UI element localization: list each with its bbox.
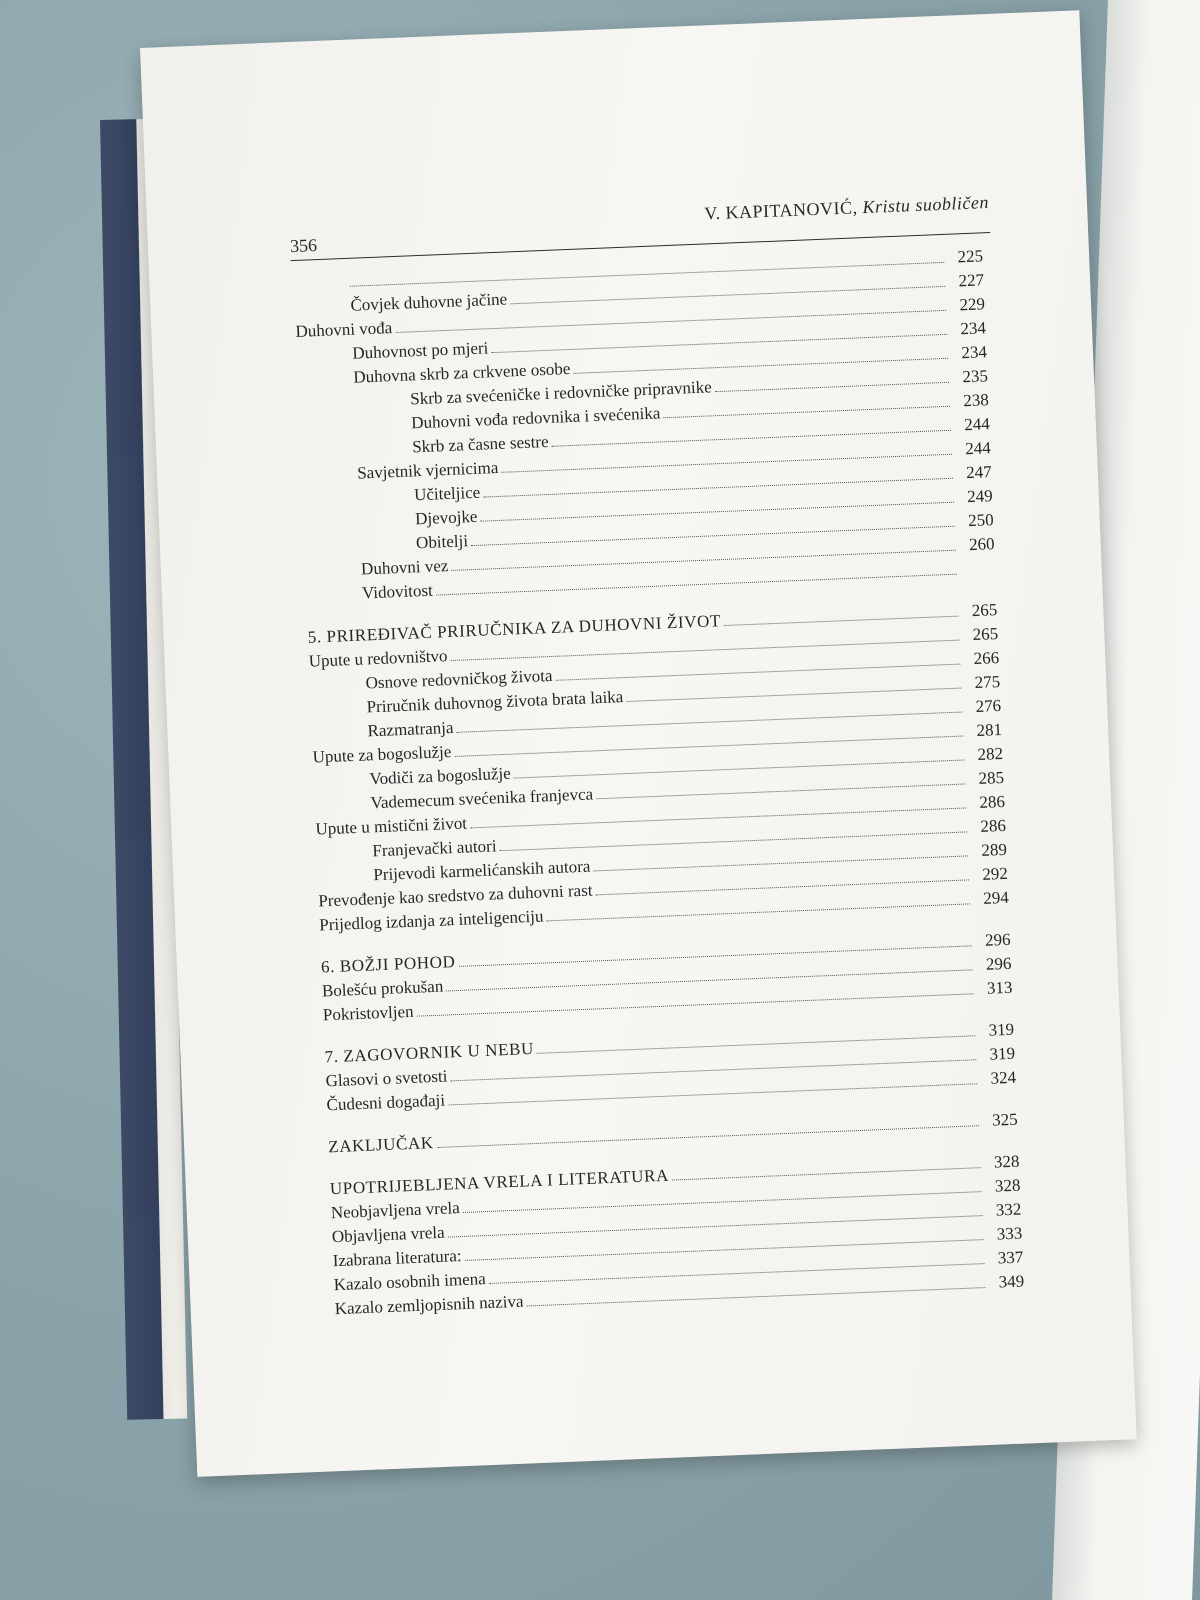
toc-entry-label: Kazalo osobnih imena	[333, 1269, 487, 1295]
toc-entry-label: Pokristovljen	[322, 1001, 414, 1025]
toc-entry-label: Upute u mistični život	[315, 813, 468, 839]
toc-entry-page: 296	[984, 929, 1011, 950]
toc-entry-page: 234	[961, 342, 988, 363]
toc-entry-page: 286	[979, 791, 1006, 812]
toc-entry-label: Upute za bogoslužje	[312, 742, 452, 767]
toc-entry-label: Vodiči za bogoslužje	[369, 763, 512, 789]
table-of-contents	[293, 246, 1025, 1323]
toc-entry-page: 333	[996, 1223, 1023, 1244]
toc-chapter-entry	[328, 1110, 1018, 1162]
toc-entry-label: Duhovni vođa	[295, 318, 393, 341]
toc-entry-page: 313	[986, 977, 1013, 998]
toc-entry-label: UPOTRIJEBLJENA VRELA I LITERATURA	[329, 1165, 670, 1199]
toc-entry-label: Razmatranja	[367, 717, 454, 741]
book-title: Kristu suobličen	[862, 192, 990, 218]
toc-entry-page: 235	[961, 366, 989, 387]
toc-entry-page: 275	[974, 672, 1001, 693]
toc-entry-label: Neobjavljena vrela	[330, 1198, 461, 1223]
toc-entry-page: 276	[975, 695, 1002, 716]
toc-entry-page: 244	[963, 414, 991, 435]
toc-entry-page: 265	[972, 624, 999, 645]
toc-entry-label: Duhovni vođa redovnika i svećenika	[410, 403, 661, 433]
toc-entry-page: 319	[989, 1043, 1016, 1064]
toc-entry-page: 296	[985, 953, 1012, 974]
toc-entry-label: Priručnik duhovnog života brata laika	[366, 687, 624, 717]
toc-entry-page: 249	[966, 486, 994, 507]
dot-leader	[664, 406, 951, 419]
toc-entry-page: 260	[968, 534, 995, 555]
toc-entry-page: 229	[959, 294, 986, 315]
toc-entry-page: 289	[980, 839, 1008, 860]
dot-leader	[715, 382, 949, 392]
toc-entry-label: Djevojke	[414, 506, 478, 529]
toc-entry-page: 244	[964, 438, 992, 459]
toc-entry-page: 337	[997, 1247, 1024, 1268]
dot-leader	[547, 903, 970, 921]
toc-entry-page: 325	[991, 1109, 1019, 1130]
toc-entry-page: 250	[967, 510, 994, 531]
running-title	[704, 192, 989, 224]
dot-leader	[527, 1287, 986, 1306]
toc-entry-page: 227	[958, 270, 985, 291]
toc-entry-page: 328	[993, 1151, 1020, 1172]
dot-leader	[436, 574, 957, 596]
toc-entry-page: 265	[971, 600, 998, 621]
toc-entry-label: Osnove redovničkog života	[365, 665, 553, 693]
toc-entry-label: Vademecum svećenika franjevca	[370, 784, 594, 813]
toc-entry-page: 319	[988, 1019, 1015, 1040]
toc-entry-page: 292	[981, 863, 1009, 884]
toc-entry-page: 225	[957, 246, 984, 267]
toc-entry-label: Učiteljice	[413, 482, 481, 505]
dot-leader	[724, 616, 958, 626]
toc-entry-label: Upute u redovništvo	[308, 646, 448, 671]
page-number: 356	[289, 235, 318, 257]
toc-entry-label: Franjevački autori	[372, 836, 497, 861]
toc-entry-label: Čovjek duhovne jačine	[350, 289, 508, 315]
toc-entry-label: Čudesni događaji	[326, 1090, 446, 1115]
toc-entry-label: Savjetnik vjernicima	[356, 457, 499, 483]
dot-leader	[448, 1083, 977, 1105]
toc-entry-label: Bolešću prokušan	[321, 976, 444, 1001]
toc-entry-label: Kazalo zemljopisnih naziva	[334, 1291, 524, 1319]
toc-entry-page: 294	[982, 887, 1010, 908]
toc-entry-page: 286	[980, 815, 1007, 836]
author-name: V. KAPITANOVIĆ,	[703, 197, 858, 224]
toc-entry-page: 281	[976, 719, 1003, 740]
toc-entry-page: 324	[990, 1067, 1017, 1088]
toc-entry-label: Prijevodi karmelićanskih autora	[372, 856, 591, 885]
toc-entry-label: Obitelji	[415, 531, 469, 553]
toc-entry-page: 349	[998, 1271, 1025, 1292]
toc-entry-label: Skrb za časne sestre	[411, 431, 549, 457]
toc-entry-label: Duhovni vez	[360, 556, 449, 579]
dot-leader	[437, 1125, 979, 1148]
toc-entry-label: Duhovnost po mjeri	[352, 338, 489, 363]
toc-entry-label: Prijedlog izdanja za inteligenciju	[318, 906, 544, 935]
toc-entry-label: Prevođenje kao sredstvo za duhovni rast	[317, 880, 593, 911]
toc-entry-label: Izabrana literatura:	[332, 1246, 462, 1271]
toc-entry-label: 7. ZAGOVORNIK U NEBU	[324, 1039, 535, 1067]
toc-entry-page	[960, 573, 996, 574]
toc-entry-page: 238	[962, 390, 990, 411]
toc-entry-page: 328	[994, 1175, 1021, 1196]
toc-entry-label: Glasovi o svetosti	[325, 1066, 448, 1091]
book-page	[140, 10, 1137, 1477]
toc-entry-label: ZAKLJUČAK	[327, 1133, 435, 1157]
toc-entry-page: 247	[965, 462, 993, 483]
toc-entry-page: 282	[977, 743, 1004, 764]
toc-entry-label: 5. PRIREĐIVAČ PRIRUČNIKA ZA DUHOVNI ŽIVOT	[307, 611, 722, 647]
toc-entry-page: 234	[960, 318, 987, 339]
toc-entry-label: Duhovna skrb za crkvene osobe	[353, 358, 571, 387]
toc-entry-page: 266	[973, 648, 1000, 669]
toc-entry-page: 332	[995, 1199, 1022, 1220]
toc-entry-page: 285	[978, 767, 1005, 788]
toc-entry-label: Vidovitost	[361, 580, 434, 603]
toc-entry-label: Objavljena vrela	[331, 1222, 445, 1247]
toc-entry-label: Skrb za svećeničke i redovničke pripravnike	[409, 377, 713, 409]
toc-entry-label: 6. BOŽJI POHOD	[320, 952, 456, 977]
